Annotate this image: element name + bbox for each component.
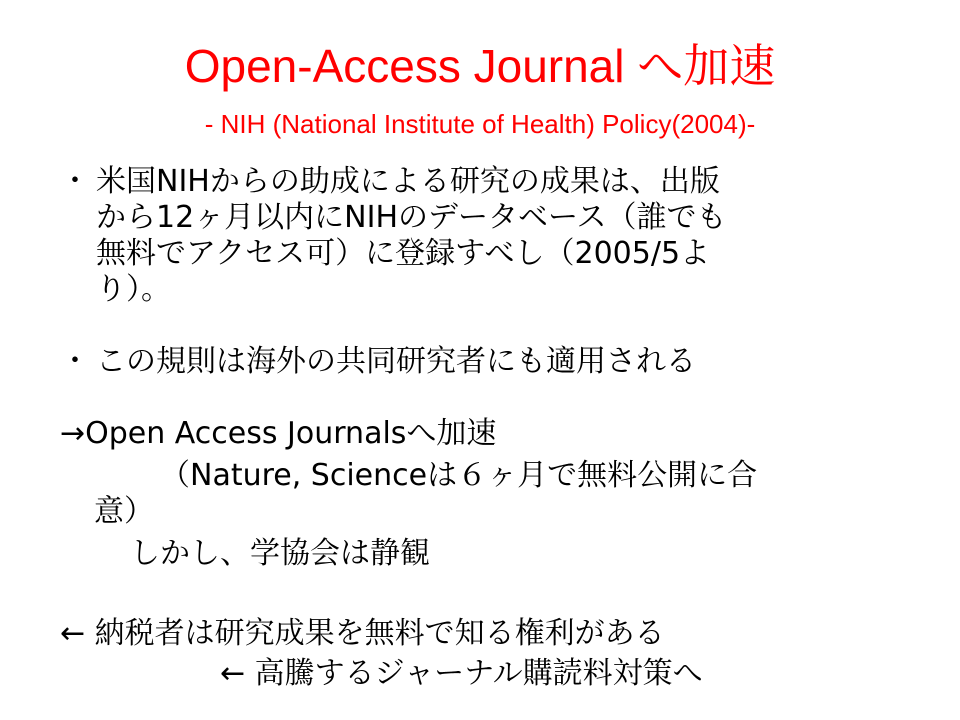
back-arrow-section (0, 616, 890, 692)
bullet-line: から12ヶ月以内にNIHのデータベース（誰でも (96, 200, 727, 235)
bullet-line: この規則は海外の共同研究者にも適用される (96, 344, 696, 379)
bullet-text (96, 344, 890, 380)
bullet-mark: ・ (60, 344, 90, 379)
bullet-text (96, 164, 890, 308)
arrow-heading: →Open Access Journalsへ加速 (60, 416, 497, 451)
arrow-section (0, 416, 890, 572)
slide-body (60, 164, 890, 692)
paren-line-2: 意） (94, 494, 154, 529)
slide-title-text: Open-Access Journal へ加速 (184, 40, 776, 92)
bullet-line: 無料でアクセス可）に登録すべし（2005/5よ (96, 236, 711, 271)
cut-off-line: ← 高騰するジャーナル購読料対策へ (220, 656, 703, 691)
slide-subtitle: - NIH (National Institute of Health) Policy(2004)- (204, 109, 756, 139)
however-line: しかし、学協会は静観 (130, 536, 430, 571)
spacer (60, 572, 890, 608)
paren-line-1: （Nature, Scienceは６ヶ月で無料公開に合 (160, 458, 758, 493)
bullet-item-nih-policy (60, 164, 890, 308)
spacer (60, 308, 890, 344)
back-arrow-line: ← 納税者は研究成果を無料で知る権利がある (60, 616, 665, 651)
bullet-line: 米国NIHからの助成による研究の成果は、出版 (96, 164, 720, 199)
bullet-line: り）。 (96, 272, 171, 307)
spacer (60, 380, 890, 416)
slide-title (0, 36, 960, 96)
bullet-mark: ・ (60, 164, 90, 199)
bullet-item-overseas (60, 344, 890, 380)
